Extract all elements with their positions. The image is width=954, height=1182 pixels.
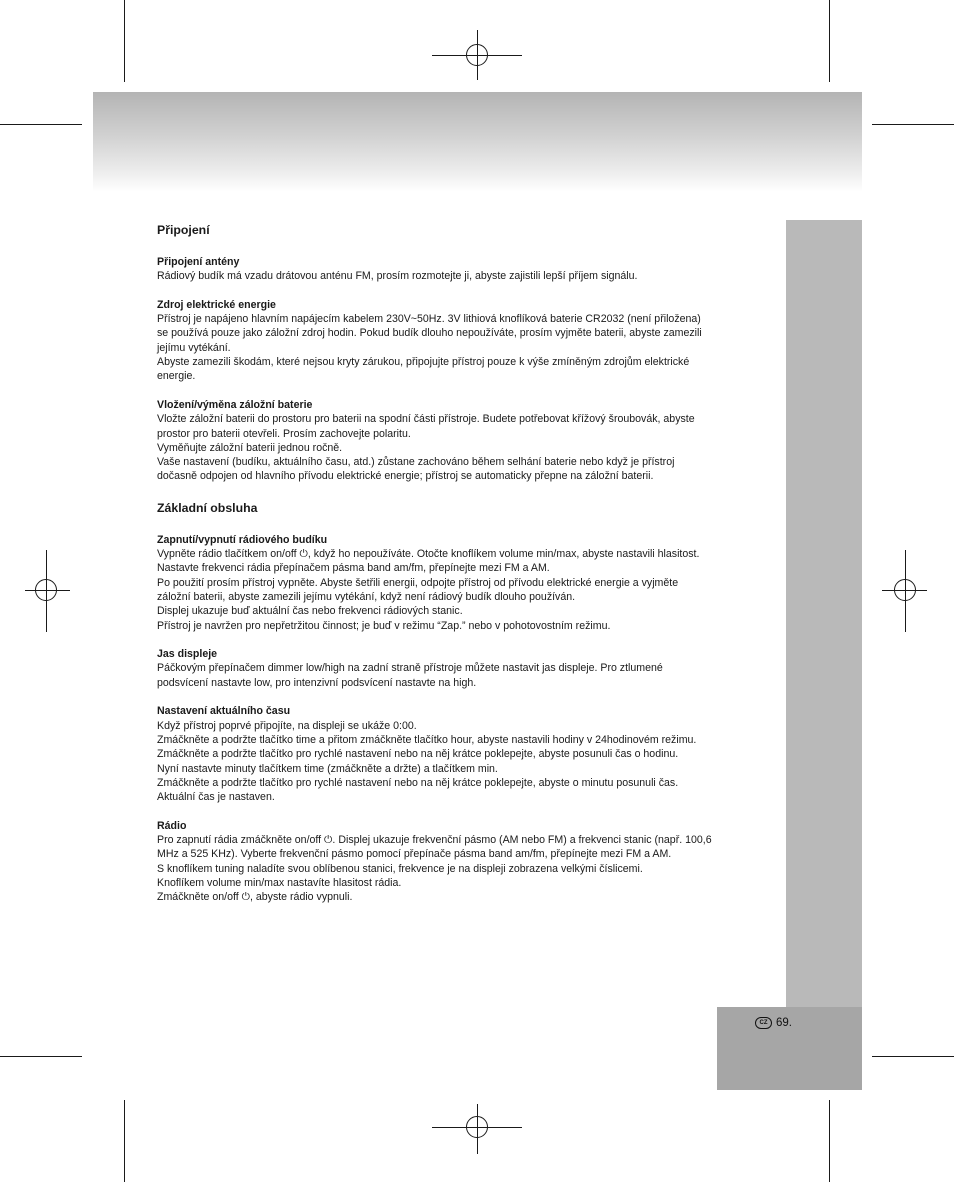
text-line: Abyste zamezili škodám, které nejsou kryty zárukou, připojujte přístroj pouze k výše zmíněným zdrojům elektrické — [157, 356, 690, 369]
text-line: dočasně odpojen od hlavního přívodu elektrické energie; přístroj se automaticky přepne na záložní baterii. — [157, 470, 654, 483]
subsection-on-off — [157, 533, 767, 633]
subsection-title: Vložení/výměna záložní baterie — [157, 398, 313, 411]
subsection-title: Nastavení aktuálního času — [157, 705, 291, 718]
text-line: Zmáčkněte a podržte tlačítko pro rychlé nastavení nebo na něj krátce poklepejte, abyste posunuli čas o hodinu. — [157, 748, 679, 761]
subsection-backup-battery — [157, 398, 767, 484]
text-line: Nyní nastavte minuty tlačítkem time (zmáčkněte a držte) a tlačítkem min. — [157, 762, 498, 775]
text-line: se používá pouze jako záložní zdroj hodin. Pokud budík dlouho nepoužíváte, prosím vyjměte baterii, abyste zamezili — [157, 327, 702, 340]
side-bar — [786, 220, 862, 1007]
text-line: Pro zapnutí rádia zmáčkněte on/off ⏻. Displej ukazuje frekvenční pásmo (AM nebo FM) a frekvenci stanic (např. 100,6 — [157, 833, 712, 846]
subsection-antenna — [157, 255, 767, 284]
text-line: záložní baterii, abyste zamezili jejímu vytékání, když není rádiový budík dlouho používán. — [157, 590, 576, 603]
text-line: podsvícení nastavte low, pro intenzivní podsvícení nastavte na high. — [157, 676, 477, 689]
subsection-title: Jas displeje — [157, 648, 218, 661]
country-badge: CZ — [755, 1017, 772, 1029]
text-line: Vypněte rádio tlačítkem on/off ⏻, když ho nepoužíváte. Otočte knoflíkem volume min/max, abyste nastavili hlasitost. — [157, 548, 700, 561]
text-line: Po použití prosím přístroj vypněte. Abyste šetřili energii, odpojte přístroj od přívodu elektrické energie a vyjměte — [157, 576, 679, 589]
header-band — [93, 92, 862, 192]
text-line: energie. — [157, 370, 196, 383]
text-line: Vaše nastavení (budíku, aktuálního času, atd.) zůstane zachováno během selhání baterie nebo když je přístroj — [157, 456, 675, 469]
text-line: Zmáčkněte a podržte tlačítko time a přitom zmáčkněte tlačítko hour, abyste nastavili hodiny v 24hodinovém režimu. — [157, 733, 697, 746]
section-zakladni-obsluha — [157, 500, 767, 905]
text-line: MHz a 525 KHz). Vyberte frekvenční pásmo pomocí přepínače pásma band am/fm, přepínejte mezi FM a AM. — [157, 848, 672, 861]
text-line: Když přístroj poprvé připojíte, na displeji se ukáže 0:00. — [157, 719, 417, 732]
section-title: Základní obsluha — [157, 500, 258, 515]
subsection-title: Rádio — [157, 819, 187, 832]
text-line: Přístroj je navržen pro nepřetržitou činnost; je buď v režimu “Zap.” nebo v pohotovostním režimu. — [157, 619, 611, 632]
subsection-title: Zdroj elektrické energie — [157, 298, 276, 311]
section-pripojeni — [157, 222, 767, 484]
text-line: Páčkovým přepínačem dimmer low/high na zadní straně přístroje můžete nastavit jas displeje. Pro ztlumené — [157, 662, 663, 675]
page-number-text: 69. — [776, 1017, 792, 1029]
text-line: Nastavte frekvenci rádia přepínačem pásma band am/fm, přepínejte mezi FM a AM. — [157, 562, 550, 575]
text-line: jejímu vytékání. — [157, 341, 231, 354]
text-line: Displej ukazuje buď aktuální čas nebo frekvenci rádiových stanic. — [157, 605, 463, 618]
text-line: prostor pro baterii otevřeli. Prosím zachovejte polaritu. — [157, 427, 411, 440]
subsection-title: Připojení antény — [157, 256, 240, 268]
text-line: Vyměňujte záložní baterii jednou ročně. — [157, 441, 343, 454]
text-line: Přístroj je napájeno hlavním napájecím kabelem 230V~50Hz. 3V lithiová knoflíková baterie CR2032 (není přiložena) — [157, 313, 701, 326]
text-line: Aktuální čas je nastaven. — [157, 791, 275, 804]
subsection-time-setting — [157, 704, 767, 804]
subsection-power-source — [157, 298, 767, 384]
text-line: Vložte záložní baterii do prostoru pro baterii na spodní části přístroje. Budete potřebovat křížový šroubovák, abyste — [157, 413, 695, 426]
section-title: Připojení — [157, 223, 210, 237]
subsection-radio — [157, 819, 767, 905]
text-line: Zmáčkněte on/off ⏻, abyste rádio vypnuli. — [157, 891, 353, 904]
subsection-display-brightness — [157, 647, 767, 690]
document-body — [157, 222, 767, 904]
text-line: Zmáčkněte a podržte tlačítko pro rychlé nastavení nebo na něj krátce poklepejte, abyste o minutu posunuli čas. — [157, 776, 679, 789]
text-line: S knoflíkem tuning naladíte svou oblíbenou stanici, frekvence je na displeji zobrazena velkými číslicemi. — [157, 862, 643, 875]
subsection-title: Zapnutí/vypnutí rádiového budíku — [157, 533, 328, 546]
text-line: Rádiový budík má vzadu drátovou anténu FM, prosím rozmotejte ji, abyste zajistili lepší příjem signálu. — [157, 270, 638, 283]
text-line: Knoflíkem volume min/max nastavíte hlasitost rádia. — [157, 876, 402, 889]
page-number — [755, 1017, 792, 1029]
